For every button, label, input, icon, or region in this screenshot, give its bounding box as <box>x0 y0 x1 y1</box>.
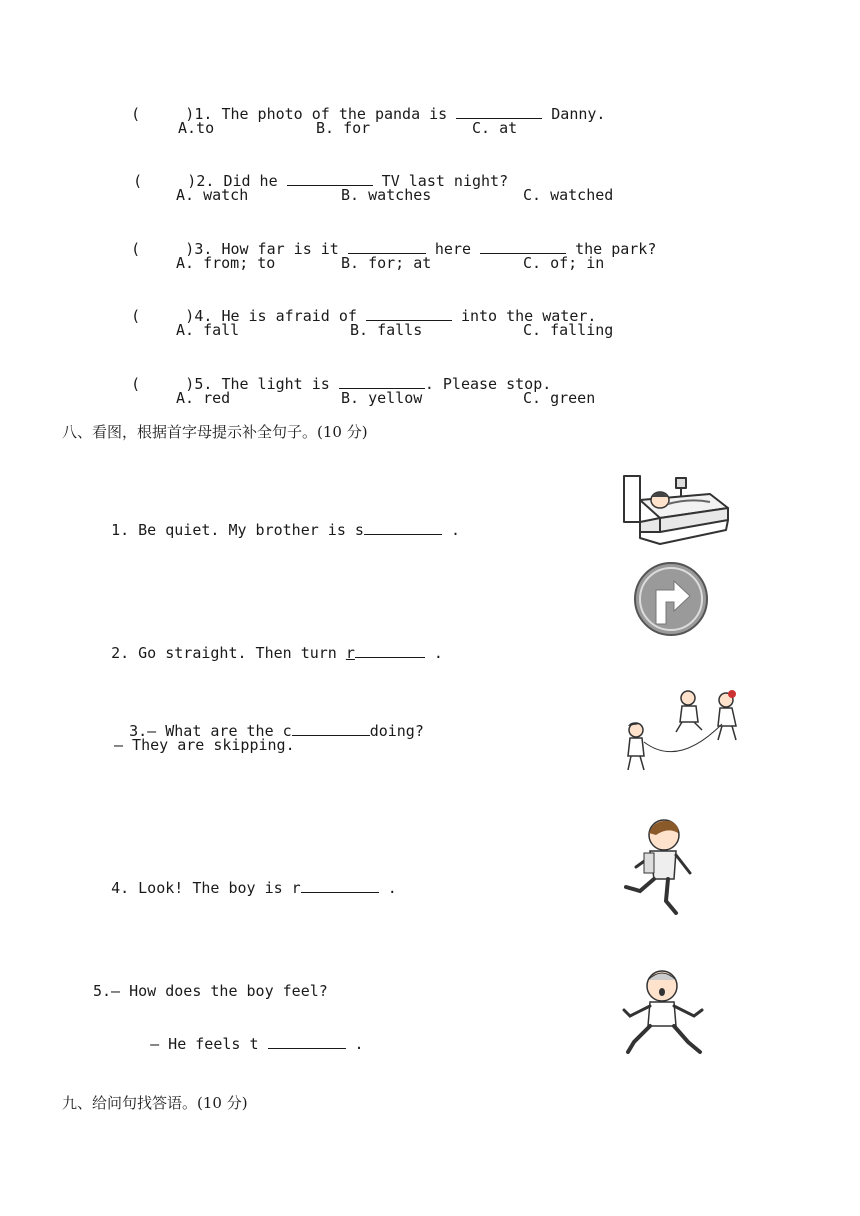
option-a: A. from; to <box>176 254 276 272</box>
question-text: He is afraid of <box>221 307 366 325</box>
option-a: A.to <box>178 119 215 137</box>
section-8-title: 八、看图，根据首字母提示补全句子。(10 分) <box>62 423 368 441</box>
answer-blank[interactable] <box>355 643 425 658</box>
option-a: A. red <box>176 389 231 407</box>
question-text-mid: here <box>425 240 481 258</box>
question-number: 1. <box>194 105 213 123</box>
section-9-title: 九、给问句找答语。(10 分) <box>62 1094 248 1112</box>
answer-blank[interactable] <box>301 878 379 893</box>
picture-question-1 <box>93 500 460 540</box>
answer-blank[interactable] <box>292 721 370 736</box>
question-text: The photo of the panda is <box>221 105 457 123</box>
turn-right-sign-icon <box>632 560 710 642</box>
option-c: C. falling <box>523 321 614 339</box>
answer-paren[interactable]: ( ) <box>131 105 195 123</box>
question-text: 4. Look! The boy is r <box>111 879 301 897</box>
answer-paren[interactable]: ( ) <box>131 307 195 325</box>
option-a: A. fall <box>176 321 240 339</box>
option-b: B. for <box>316 119 371 137</box>
question-text-end: . Please stop. <box>424 375 552 393</box>
question-text-end: TV last night? <box>372 172 509 190</box>
question-text-end: . <box>441 521 460 539</box>
answer-blank-1[interactable] <box>348 239 426 254</box>
option-c: C. watched <box>523 186 614 204</box>
answer-blank-2[interactable] <box>480 239 566 254</box>
question-text-end: . <box>424 644 443 662</box>
sleeping-in-bed-icon <box>620 470 732 554</box>
question-text: 5.— How does the boy feel? <box>93 982 328 1000</box>
picture-question-4 <box>93 858 397 898</box>
question-text: Did he <box>223 172 287 190</box>
question-text: 1. Be quiet. My brother is s <box>111 521 364 539</box>
option-b: B. for; at <box>341 254 432 272</box>
question-text: 2. Go straight. Then turn <box>111 644 346 662</box>
question-number: 3. <box>194 240 213 258</box>
question-text-end: Danny. <box>542 105 606 123</box>
answer-paren[interactable]: ( ) <box>131 375 195 393</box>
answer-prefix: — He feels t <box>150 1035 268 1053</box>
question-text-end: into the water. <box>451 307 597 325</box>
question-number: 2. <box>196 172 215 190</box>
question-text: How far is it <box>221 240 348 258</box>
answer-blank[interactable] <box>268 1034 346 1049</box>
option-b: B. watches <box>341 186 432 204</box>
answer-blank[interactable] <box>366 306 452 321</box>
answer-paren[interactable]: ( ) <box>131 240 195 258</box>
running-boy-icon <box>620 817 696 921</box>
answer-blank[interactable] <box>339 374 425 389</box>
children-skipping-icon <box>618 686 760 780</box>
option-b: B. yellow <box>341 389 423 407</box>
question-number: 5. <box>194 375 213 393</box>
answer-blank[interactable] <box>364 520 442 535</box>
picture-question-2 <box>93 623 443 663</box>
option-c: C. green <box>523 389 596 407</box>
question-text-end: . <box>378 879 397 897</box>
answer-blank[interactable] <box>456 104 542 119</box>
answer-blank[interactable] <box>287 171 373 186</box>
answer-paren[interactable]: ( ) <box>133 172 197 190</box>
question-text: The light is <box>221 375 339 393</box>
answer-line: — They are skipping. <box>114 736 295 754</box>
hint-letter: r <box>345 644 355 662</box>
option-b: B. falls <box>350 321 423 339</box>
question-number: 4. <box>194 307 213 325</box>
question-text-end: doing? <box>369 722 424 740</box>
option-c: C. of; in <box>523 254 605 272</box>
question-text-end: the park? <box>566 240 657 258</box>
tired-boy-icon <box>618 962 708 1062</box>
option-c: C. at <box>472 119 518 137</box>
option-a: A. watch <box>176 186 249 204</box>
question-text: 3.— What are the c <box>129 722 292 740</box>
answer-end: . <box>345 1035 364 1053</box>
